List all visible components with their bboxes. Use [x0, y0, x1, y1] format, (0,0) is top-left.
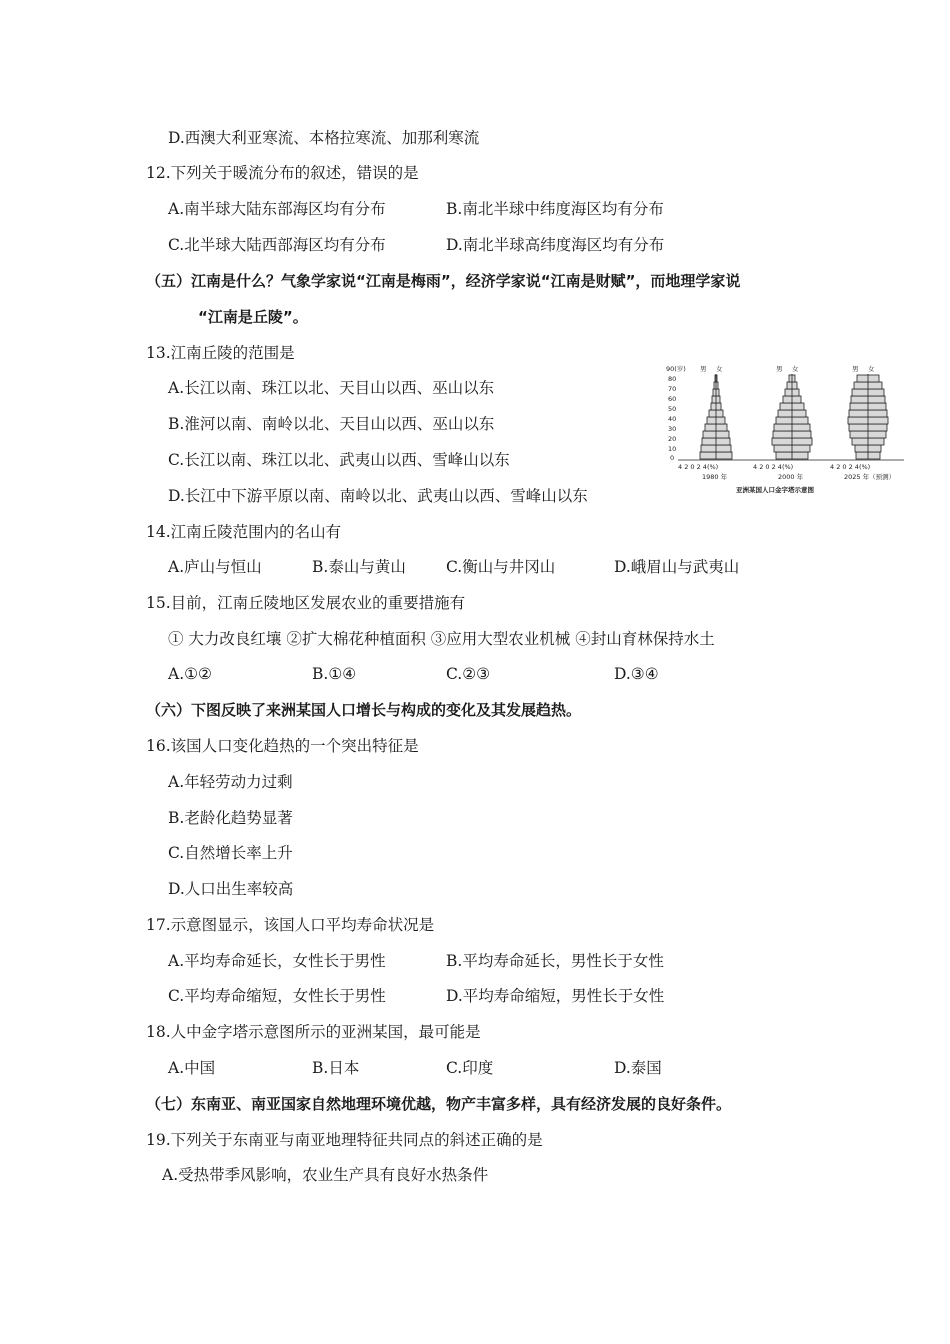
q14-option-a: A.庐山与恒山 — [168, 558, 262, 576]
q12-stem: 12.下列关于暖流分布的叙述，错误的是 — [146, 164, 419, 182]
q19-stem: 19.下列关于东南亚与南亚地理特征共同点的斜述正确的是 — [146, 1131, 543, 1149]
q13-option-b: B.淮河以南、南岭以北、天目山以西、巫山以东 — [168, 415, 495, 433]
q15-option-b: B.①④ — [312, 665, 357, 683]
q13-option-c: C.长江以南、珠江以北、武夷山以西、雪峰山以东 — [168, 451, 510, 469]
q15-choices: ① 大力改良红壤 ②扩大棉花种植面积 ③应用大型农业机械 ④封山育林保持水土 — [168, 630, 715, 648]
q16-option-a: A.年轻劳动力过剩 — [168, 773, 293, 791]
q15-option-a: A.①② — [168, 665, 212, 683]
q15-stem: 15.目前，江南丘陵地区发展农业的重要措施有 — [146, 594, 466, 612]
female-label-2: 女 — [792, 365, 799, 373]
q14-option-d: D.峨眉山与武夷山 — [614, 558, 740, 576]
y-tick: 70 — [668, 385, 677, 393]
q18-option-c: C.印度 — [446, 1059, 494, 1077]
q15-option-c: C.②③ — [446, 665, 491, 683]
y-tick: 0 — [670, 454, 675, 462]
q18-stem: 18.人中金字塔示意图所示的亚洲某国，最可能是 — [146, 1023, 481, 1041]
male-label-1: 男 — [700, 365, 707, 373]
year-label-2025: 2025 年（预测） — [844, 473, 896, 481]
q16-option-d: D.人口出生率较高 — [168, 880, 294, 898]
section5-heading-cont: “江南是丘陵”。 — [198, 308, 308, 326]
q13-option-a: A.长江以南、珠江以北、天目山以西、巫山以东 — [168, 379, 495, 397]
age-unit-label: 90(岁) — [666, 365, 686, 373]
q15-option-d: D.③④ — [614, 665, 659, 683]
q17-stem: 17.示意图显示，该国人口平均寿命状况是 — [146, 916, 435, 934]
pyramid-2000 — [772, 374, 812, 459]
y-tick: 80 — [668, 375, 677, 383]
q17-option-d: D.平均寿命缩短，男性长于女性 — [446, 987, 665, 1005]
q12-option-a: A.南半球大陆东部海区均有分布 — [168, 200, 386, 218]
q12-option-d: D.南北半球高纬度海区均有分布 — [446, 236, 665, 254]
q17-option-c: C.平均寿命缩短，女性长于男性 — [168, 987, 386, 1005]
q12-option-c: C.北半球大陆西部海区均有分布 — [168, 236, 386, 254]
y-tick: 30 — [668, 425, 677, 433]
male-label-2: 男 — [776, 365, 783, 373]
q14-stem: 14.江南丘陵范围内的名山有 — [146, 523, 342, 541]
q18-option-a: A.中国 — [168, 1059, 216, 1077]
pyramid-2025 — [848, 374, 888, 459]
q19-option-a: A.受热带季风影响，农业生产具有良好水热条件 — [162, 1166, 489, 1184]
section5-heading: （五）江南是什么？气象学家说“江南是梅雨”，经济学家说“江南是财赋”，而地理学家说 — [146, 272, 741, 290]
female-label-3: 女 — [868, 365, 875, 373]
y-tick: 10 — [668, 445, 677, 453]
q16-stem: 16.该国人口变化趋热的一个突出特征是 — [146, 737, 419, 755]
pyramid-1980 — [700, 374, 732, 459]
x-ticks-2025: 4 2 0 2 4(%) — [830, 463, 871, 471]
q18-option-d: D.泰国 — [614, 1059, 662, 1077]
population-pyramid-figure — [664, 362, 914, 498]
q13-stem: 13.江南丘陵的范围是 — [146, 344, 295, 362]
q14-option-c: C.衡山与井冈山 — [446, 558, 556, 576]
y-tick: 20 — [668, 435, 677, 443]
q17-option-a: A.平均寿命延长，女性长于男性 — [168, 952, 386, 970]
q13-option-d: D.长江中下游平原以南、南岭以北、武夷山以西、雪峰山以东 — [168, 487, 588, 505]
section7-heading: （七）东南亚、南亚国家自然地理环境优越，物产丰富多样，具有经济发展的良好条件。 — [146, 1095, 732, 1113]
year-label-1980: 1980 年 — [702, 473, 728, 481]
section6-heading: （六）下图反映了来洲某国人口增长与构成的变化及其发展趋热。 — [146, 701, 582, 719]
q18-option-b: B.日本 — [312, 1059, 360, 1077]
q16-option-b: B.老龄化趋势显著 — [168, 809, 293, 827]
year-label-2000: 2000 年 — [778, 473, 804, 481]
q12-option-b: B.南北半球中纬度海区均有分布 — [446, 200, 664, 218]
male-label-3: 男 — [852, 365, 859, 373]
figure-caption: 亚洲某国人口金字塔示意图 — [736, 486, 814, 494]
q14-option-b: B.泰山与黄山 — [312, 558, 406, 576]
x-ticks-2000: 4 2 0 2 4(%) — [753, 463, 794, 471]
q17-option-b: B.平均寿命延长，男性长于女性 — [446, 952, 664, 970]
y-tick: 40 — [668, 415, 677, 423]
q16-option-c: C.自然增长率上升 — [168, 844, 293, 862]
female-label-1: 女 — [716, 365, 723, 373]
y-tick: 50 — [668, 405, 677, 413]
x-ticks-1980: 4 2 0 2 4(%) — [678, 463, 719, 471]
y-tick: 60 — [668, 395, 677, 403]
q11-option-d: D.西澳大利亚寒流、本格拉寒流、加那利寒流 — [168, 129, 480, 147]
